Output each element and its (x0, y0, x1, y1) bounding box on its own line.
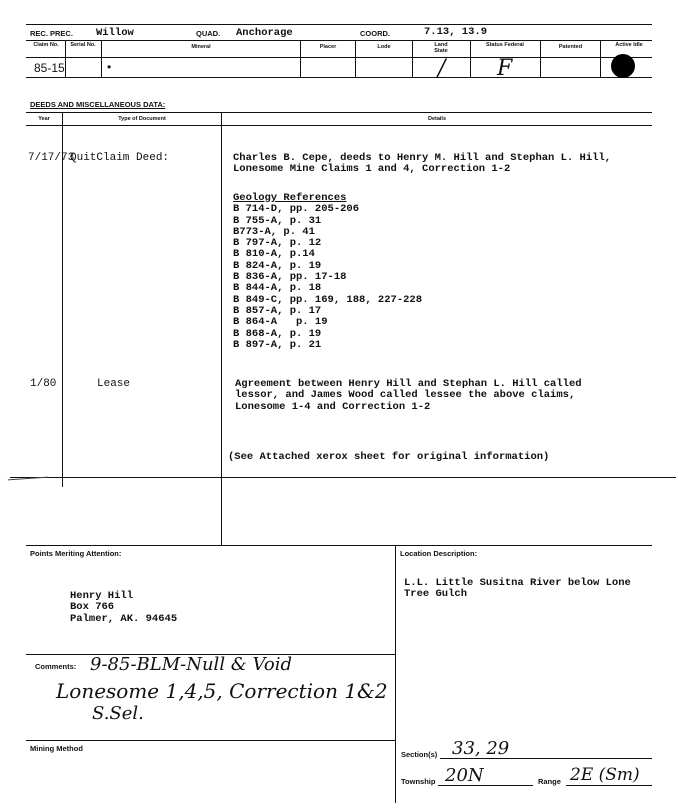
col-serial-no: Serial No. (70, 42, 96, 48)
geology-ref: B 836-A, pp. 17-18 (233, 271, 347, 284)
serial-number: • (107, 60, 112, 74)
geology-ref: B 864-A p. 19 (233, 316, 328, 329)
col-details: Details (427, 116, 447, 122)
col-mineral: Mineral (191, 44, 211, 50)
rec-prec-label: REC. PREC. (30, 29, 73, 38)
geology-ref: B 897-A, p. 21 (233, 338, 322, 351)
claim-number: 85-15 (34, 61, 65, 75)
deed2-detail-line: lessor, and James Wood called lessee the above claims, (235, 389, 576, 402)
deed1-detail-line: Lonesome Mine Claims 1 and 4, Correction 1-2 (233, 163, 511, 176)
geology-heading: Geology References (233, 192, 347, 204)
geology-ref: B 844-A, p. 18 (233, 282, 322, 295)
land-state-mark: / (438, 56, 446, 81)
owner-address (70, 590, 177, 624)
geology-ref: B 824-A, p. 19 (233, 259, 322, 272)
deed2-year: 1/80 (30, 378, 57, 390)
geology-ref: B 868-A, p. 19 (233, 327, 322, 340)
address-line: Box 766 (70, 601, 115, 614)
points-meriting-label: Points Meriting Attention: (30, 549, 122, 558)
section-value: 33, 29 (452, 738, 510, 759)
xerox-note: (See Attached xerox sheet for original information) (228, 451, 550, 463)
comments-label: Comments: (35, 662, 77, 671)
comments-handwriting-1: 9-85-BLM-Null & Void (90, 654, 292, 675)
address-line: Palmer, AK. 94645 (70, 612, 178, 625)
coord-value: 7.13, 13.9 (424, 26, 488, 38)
mining-method-label: Mining Method (30, 744, 83, 753)
section-label: Section(s) (401, 750, 438, 759)
geology-ref: B 810-A, p.14 (233, 248, 315, 261)
location-line: Tree Gulch (404, 588, 468, 601)
geology-ref: B 797-A, p. 12 (233, 237, 322, 250)
quad-value: Anchorage (236, 27, 293, 39)
col-patented: Patented (558, 44, 583, 50)
range-value: 2E (Sm) (570, 765, 640, 785)
township-value: 20N (445, 765, 484, 786)
geology-ref: B 755-A, p. 31 (233, 214, 322, 227)
deed2-type: Lease (97, 378, 131, 390)
col-land-state: Land State (434, 42, 448, 54)
deed1-details (233, 152, 611, 175)
quad-label: QUAD. (196, 29, 221, 38)
federal-mark: F (497, 56, 513, 81)
active-filled-dot (611, 54, 635, 78)
deed1-type: QuitClaim Deed: (70, 152, 170, 164)
geology-ref: B 714-D, pp. 205-206 (233, 203, 360, 216)
col-type: Type of Document (118, 116, 166, 122)
col-active-idle: Active Idle (615, 42, 643, 48)
location-description (404, 577, 631, 600)
deed2-detail-line: Lonesome 1-4 and Correction 1-2 (235, 400, 431, 413)
deeds-section-title: DEEDS AND MISCELLANEOUS DATA: (30, 100, 166, 109)
coord-label: COORD. (360, 29, 390, 38)
rec-prec-value: Willow (96, 27, 134, 39)
location-line: L.L. Little Susitna River below Lone (404, 577, 631, 589)
deed1-detail-line: Charles B. Cepe, deeds to Henry M. Hill and Stephan L. Hill, (233, 152, 612, 164)
comments-handwriting-2: Lonesome 1,4,5, Correction 1&2 (56, 679, 388, 703)
col-status-federal: Status Federal (486, 42, 524, 48)
geology-references (233, 192, 422, 350)
location-description-label: Location Description: (400, 549, 478, 558)
col-placer: Placer (319, 44, 337, 50)
township-label: Township (401, 777, 436, 786)
range-label: Range (538, 777, 561, 786)
geology-ref: B773-A, p. 41 (233, 225, 315, 238)
col-lode: Lode (377, 44, 391, 50)
geology-ref: B 849-C, pp. 169, 188, 227-228 (233, 293, 423, 306)
deed2-details (235, 378, 582, 412)
col-year: Year (38, 116, 50, 122)
geology-ref: B 857-A, p. 17 (233, 304, 322, 317)
comments-handwriting-3: S.Sel. (92, 703, 144, 724)
deed1-year: 7/17/73 (28, 152, 75, 164)
deed2-detail-line: Agreement between Henry Hill and Stephan L. Hill called (235, 378, 582, 390)
address-line: Henry Hill (70, 590, 134, 602)
col-claim-no: Claim No. (33, 42, 59, 48)
